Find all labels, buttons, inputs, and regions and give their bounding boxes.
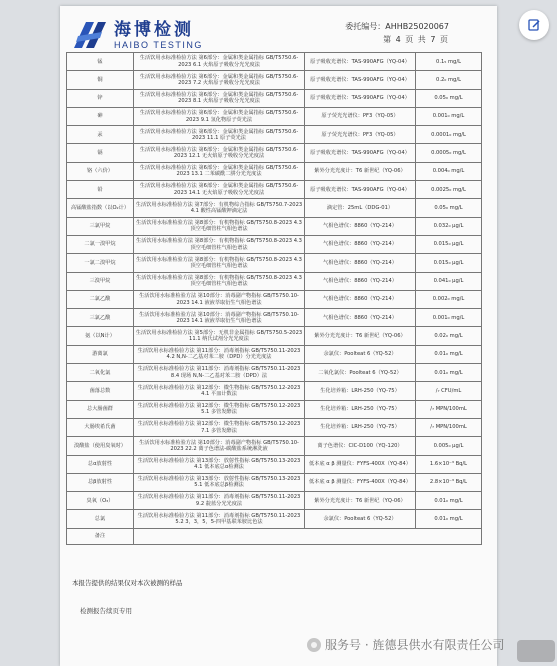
method-cell: 生活饮用水标准检验方法 第10部分：消毒副产物指标 GB/T5750.10-2023 14.1 液液萃取衍生气相色谱法	[134, 309, 305, 327]
method-cell: 生活饮用水标准检验方法 第6部分：金属和类金属指标 GB/T5750.6-2023 7.2 火焰原子吸收分光光度法	[134, 71, 305, 89]
table-row	[67, 107, 482, 125]
instrument-cell: 余氯仪：Poolteat 6（YQ-52）	[305, 345, 416, 363]
method-cell: 生活饮用水标准检验方法 第6部分：金属和类金属指标 GB/T5750.6-2023 14.1 无火焰原子吸收分光光度法	[134, 181, 305, 199]
result-cell: /₇ MPN/100mL	[416, 418, 482, 436]
instrument-cell: 原子吸收光谱仪：TAS-990AFG（YQ-04）	[305, 89, 416, 107]
item-cell: 氨（以N计）	[67, 327, 134, 345]
test-results-body	[67, 53, 482, 545]
instrument-cell: 滴定管：25mL（DDG-01）	[305, 199, 416, 217]
result-cell: 0.002₀ mg/L	[416, 290, 482, 308]
edit-button[interactable]	[519, 10, 549, 40]
table-row	[67, 382, 482, 400]
result-cell: 0.02₀ mg/L	[416, 327, 482, 345]
item-cell: 二氯乙酸	[67, 290, 134, 308]
table-row	[67, 364, 482, 382]
item-cell: 总α放射性	[67, 455, 134, 473]
report-page	[60, 6, 497, 666]
result-cell: 0.0001₀ mg/L	[416, 126, 482, 144]
item-cell: 三溴甲烷	[67, 272, 134, 290]
note-label: 备注	[67, 528, 134, 544]
table-row	[67, 418, 482, 436]
table-row	[67, 144, 482, 162]
result-cell: /₇ MPN/100mL	[416, 400, 482, 418]
table-row	[67, 235, 482, 253]
result-cell: 0.001₀ mg/L	[416, 107, 482, 125]
note-value	[134, 528, 482, 544]
method-cell: 生活饮用水标准检验方法 第12部分：微生物指标 GB/T5750.12-2023 4.1 平皿计数法	[134, 382, 305, 400]
instrument-cell: 生化培养箱：LRH-250（YQ-75）	[305, 418, 416, 436]
table-row	[67, 254, 482, 272]
method-cell: 生活饮用水标准检验方法 第12部分：微生物指标 GB/T5750.12-2023 5.1 多管发酵法	[134, 400, 305, 418]
method-cell: 生活饮用水标准检验方法 第10部分：消毒副产物指标 GB/T5750.10-2023 22.2 离子色谱法-碳酸盐系统淋洗液	[134, 437, 305, 455]
commission-number: 委托编号：AHHB25020067	[345, 22, 449, 31]
result-cell: 0.01₀ mg/L	[416, 364, 482, 382]
logo-chinese-name: 海博检测	[114, 19, 194, 40]
table-row	[67, 181, 482, 199]
item-cell: 一氯二溴甲烷	[67, 254, 134, 272]
instrument-cell: 气相色谱仪：8860（YQ-214）	[305, 217, 416, 235]
item-cell: 菌落总数	[67, 382, 134, 400]
instrument-cell: 气相色谱仪：8860（YQ-214）	[305, 290, 416, 308]
wechat-watermark	[307, 636, 504, 653]
result-cell: 0.004₀ mg/L	[416, 162, 482, 180]
table-row	[67, 345, 482, 363]
item-cell: 游离氯	[67, 345, 134, 363]
method-cell: 生活饮用水标准检验方法 第12部分：微生物指标 GB/T5750.12-2023 7.1 多管发酵法	[134, 418, 305, 436]
table-row	[67, 400, 482, 418]
wechat-icon	[307, 638, 321, 652]
item-cell: 锌	[67, 89, 134, 107]
instrument-cell: 原子吸收光谱仪：TAS-990AFG（YQ-04）	[305, 53, 416, 71]
item-cell: 铬（六价）	[67, 162, 134, 180]
method-cell: 生活饮用水标准检验方法 第8部分：有机物指标 GB/T5750.8-2023 4.3 顶空毛细管柱气相色谱法	[134, 217, 305, 235]
result-cell: 0.2₀ mg/L	[416, 71, 482, 89]
result-cell: 1.6×10⁻³ Bq/L	[416, 455, 482, 473]
item-cell: 汞	[67, 126, 134, 144]
note-row	[67, 528, 482, 544]
result-cell: 0.015₀ μg/L	[416, 254, 482, 272]
method-cell: 生活饮用水标准检验方法 第5部分：无机非金属指标 GB/T5750.5-2023 11.1 纳氏试剂分光光度法	[134, 327, 305, 345]
item-cell: 溴酸盐（使用臭氧时）	[67, 437, 134, 455]
result-cell: 0.01₀ mg/L	[416, 510, 482, 528]
result-cell: /₇ CFU/mL	[416, 382, 482, 400]
table-row	[67, 89, 482, 107]
table-row	[67, 473, 482, 491]
table-row	[67, 217, 482, 235]
method-cell: 生活饮用水标准检验方法 第11部分：消毒剂指标 GB/T5750.11-2023 5.2 3，3，5，5-四甲基联苯胺比色法	[134, 510, 305, 528]
result-cell: 0.001₀ mg/L	[416, 309, 482, 327]
instrument-cell: 气相色谱仪：8860（YQ-214）	[305, 272, 416, 290]
table-row	[67, 272, 482, 290]
instrument-cell: 原子吸收光谱仪：TAS-990AFG（YQ-04）	[305, 181, 416, 199]
table-row	[67, 327, 482, 345]
instrument-cell: 气相色谱仪：8860（YQ-214）	[305, 254, 416, 272]
item-cell: 总β放射性	[67, 473, 134, 491]
item-cell: 高锰酸盐指数（以O₂计）	[67, 199, 134, 217]
result-cell: 0.01₀ mg/L	[416, 492, 482, 510]
method-cell: 生活饮用水标准检验方法 第7部分：有机物综合指标 GB/T5750.7-2023 4.1 酸性高锰酸钾滴定法	[134, 199, 305, 217]
result-cell: 0.05₀ mg/L	[416, 89, 482, 107]
table-row	[67, 455, 482, 473]
item-cell: 二氯一溴甲烷	[67, 235, 134, 253]
table-row	[67, 309, 482, 327]
method-cell: 生活饮用水标准检验方法 第11部分：消毒剂指标 GB/T5750.11-2023 4.2 N,N-二乙基对苯二胺（DPD）分光光度法	[134, 345, 305, 363]
continuation-label: 检测报告续页专用	[80, 607, 132, 615]
item-cell: 三氯乙酸	[67, 309, 134, 327]
instrument-cell: 低本底 α β 测量仪：FYFS-400X（YQ-84）	[305, 473, 416, 491]
table-row	[67, 71, 482, 89]
result-cell: 0.0005₀ mg/L	[416, 144, 482, 162]
item-cell: 二氧化氯	[67, 364, 134, 382]
method-cell: 生活饮用水标准检验方法 第6部分：金属和类金属指标 GB/T5750.6-2023 9.1 氢化物原子荧光法	[134, 107, 305, 125]
table-row	[67, 510, 482, 528]
instrument-cell: 二氧化氯仪：Poolteat 6（YQ-52）	[305, 364, 416, 382]
method-cell: 生活饮用水标准检验方法 第6部分：金属和类金属指标 GB/T5750.6-2023 11.1 原子荧光法	[134, 126, 305, 144]
method-cell: 生活饮用水标准检验方法 第8部分：有机物指标 GB/T5750.8-2023 4.3 顶空毛细管柱气相色谱法	[134, 235, 305, 253]
instrument-cell: 余氯仪：Poolteat 6（YQ-52）	[305, 510, 416, 528]
instrument-cell: 原子吸收光谱仪：TAS-990AFG（YQ-04）	[305, 144, 416, 162]
logo-english-name: HAIBO TESTING	[114, 39, 203, 50]
test-results-table	[66, 52, 482, 545]
corner-overlay-button[interactable]	[517, 640, 555, 662]
edit-icon	[527, 18, 541, 32]
method-cell: 生活饮用水标准检验方法 第11部分：消毒剂指标 GB/T5750.11-2023 9.2 靛蓝分光光度法	[134, 492, 305, 510]
report-disclaimer: 本报告提供的结果仅对本次被测的样品	[72, 579, 183, 587]
method-cell: 生活饮用水标准检验方法 第6部分：金属和类金属指标 GB/T5750.6-2023 8.1 火焰原子吸收分光光度法	[134, 89, 305, 107]
instrument-cell: 原子荧光光谱仪：PF3（YQ-05）	[305, 107, 416, 125]
method-cell: 生活饮用水标准检验方法 第11部分：消毒剂指标 GB/T5750.11-2023 8.4 现场 N,N-二乙基对苯二胺（DPD）法	[134, 364, 305, 382]
result-cell: 0.005₀ μg/L	[416, 437, 482, 455]
instrument-cell: 低本底 α β 测量仪：FYFS-400X（YQ-84）	[305, 455, 416, 473]
method-cell: 生活饮用水标准检验方法 第6部分：金属和类金属指标 GB/T5750.6-2023 13.1 二苯碳酰二肼分光光度法	[134, 162, 305, 180]
table-row	[67, 290, 482, 308]
instrument-cell: 原子吸收光谱仪：TAS-990AFG（YQ-04）	[305, 71, 416, 89]
instrument-cell: 紫外分光光度计：T6 新世纪（YQ-06）	[305, 492, 416, 510]
method-cell: 生活饮用水标准检验方法 第6部分：金属和类金属指标 GB/T5750.6-2023 6.1 火焰原子吸收分光光度法	[134, 53, 305, 71]
haibo-logo-icon	[72, 18, 110, 52]
company-logo	[72, 16, 203, 54]
page-number: 第 4 页 共 7 页	[383, 35, 449, 44]
result-cell: 0.01₀ mg/L	[416, 345, 482, 363]
item-cell: 镉	[67, 144, 134, 162]
item-cell: 总氯	[67, 510, 134, 528]
table-row	[67, 126, 482, 144]
instrument-cell: 生化培养箱：LRH-250（YQ-75）	[305, 400, 416, 418]
table-row	[67, 492, 482, 510]
result-cell: 0.05₀ mg/L	[416, 199, 482, 217]
item-cell: 锰	[67, 53, 134, 71]
instrument-cell: 气相色谱仪：8860（YQ-214）	[305, 309, 416, 327]
table-row	[67, 162, 482, 180]
item-cell: 大肠埃希氏菌	[67, 418, 134, 436]
instrument-cell: 紫外分光光度计：T6 新世纪（YQ-06）	[305, 162, 416, 180]
table-row	[67, 199, 482, 217]
item-cell: 三氯甲烷	[67, 217, 134, 235]
instrument-cell: 气相色谱仪：8860（YQ-214）	[305, 235, 416, 253]
method-cell: 生活饮用水标准检验方法 第8部分：有机物指标 GB/T5750.8-2023 4.3 顶空毛细管柱气相色谱法	[134, 272, 305, 290]
report-header-info	[345, 20, 449, 46]
result-cell: 2.8×10⁻³ Bq/L	[416, 473, 482, 491]
item-cell: 铅	[67, 181, 134, 199]
table-row	[67, 437, 482, 455]
instrument-cell: 生化培养箱：LRH-250（YQ-75）	[305, 382, 416, 400]
method-cell: 生活饮用水标准检验方法 第13部分：放射性指标 GB/T5750.13-2023 4.1 低本底总α检测法	[134, 455, 305, 473]
method-cell: 生活饮用水标准检验方法 第10部分：消毒副产物指标 GB/T5750.10-2023 14.1 液液萃取衍生气相色谱法	[134, 290, 305, 308]
method-cell: 生活饮用水标准检验方法 第6部分：金属和类金属指标 GB/T5750.6-2023 12.1 无火焰原子吸收分光光度法	[134, 144, 305, 162]
table-row	[67, 53, 482, 71]
result-cell: 0.1₅ mg/L	[416, 53, 482, 71]
result-cell: 0.015₀ μg/L	[416, 235, 482, 253]
method-cell: 生活饮用水标准检验方法 第13部分：放射性指标 GB/T5750.13-2023 5.1 低本底总β检测法	[134, 473, 305, 491]
instrument-cell: 原子荧光光谱仪：PF3（YQ-05）	[305, 126, 416, 144]
result-cell: 0.0025₀ mg/L	[416, 181, 482, 199]
item-cell: 铜	[67, 71, 134, 89]
instrument-cell: 离子色谱仪：CIC-D100（YQ-120）	[305, 437, 416, 455]
item-cell: 臭氧（O₃）	[67, 492, 134, 510]
item-cell: 总大肠菌群	[67, 400, 134, 418]
method-cell: 生活饮用水标准检验方法 第8部分：有机物指标 GB/T5750.8-2023 4.3 顶空毛细管柱气相色谱法	[134, 254, 305, 272]
watermark-text: 服务号 · 旌德县供水有限责任公司	[325, 638, 505, 652]
item-cell: 砷	[67, 107, 134, 125]
result-cell: 0.032₀ μg/L	[416, 217, 482, 235]
result-cell: 0.041₀ μg/L	[416, 272, 482, 290]
instrument-cell: 紫外分光光度计：T6 新世纪（YQ-06）	[305, 327, 416, 345]
